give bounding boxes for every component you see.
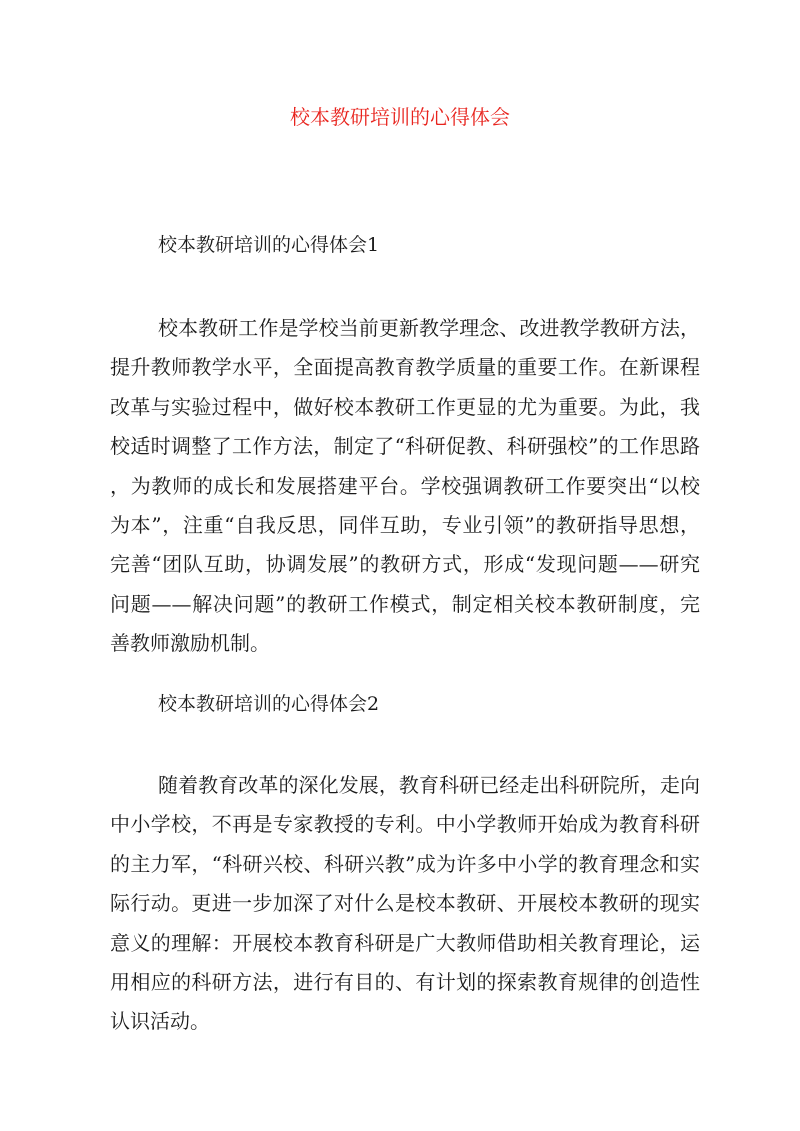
- section-heading-2: 校本教研培训的心得体会2: [158, 693, 380, 715]
- section-paragraph-2: 随着教育改革的深化发展，教育科研已经走出科研院所，走向中小学校，不再是专家教授的专利。中小学教师开始成为教育科研的主力军，“科研兴校、科研兴教”成为许多中小学的教育理念和实际行动。更进一步加深了对什么是校本教研、开展校本教研的现实意义的理解：开展校本教育科研是广大教师借助相关教育理论，运用相应的科研方法，进行有目的、有计划的探索教育规律的创造性认识活动。: [110, 773, 700, 1034]
- section-heading-1: 校本教研培训的心得体会1: [158, 234, 380, 256]
- section-paragraph-1: 校本教研工作是学校当前更新教学理念、改进教学教研方法，提升教师教学水平，全面提高教育教学质量的重要工作。在新课程改革与实验过程中，做好校本教研工作更显的尤为重要。为此，我校适时调整了工作方法，制定了“科研促教、科研强校”的工作思路，为教师的成长和发展搭建平台。学校强调教研工作要突出“以校为本”，注重“自我反思，同伴互助，专业引领”的教研指导思想，完善“团队互助，协调发展”的教研方式，形成“发现问题——研究问题——解决问题”的教研工作模式，制定相关校本教研制度，完善教师激励机制。: [110, 316, 700, 656]
- document-title: 校本教研培训的心得体会: [290, 105, 510, 129]
